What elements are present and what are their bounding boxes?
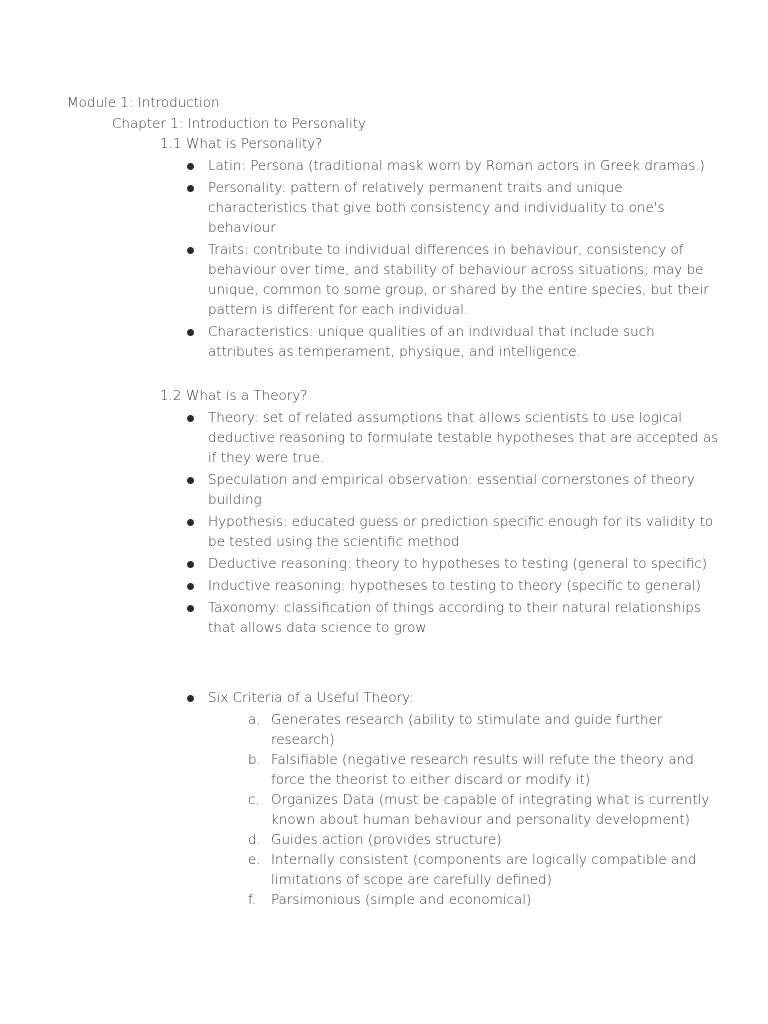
section-title: What is a Theory? xyxy=(186,388,308,404)
criteria-list xyxy=(160,710,720,910)
section-1-2 xyxy=(160,386,720,639)
list-item xyxy=(160,554,720,574)
list-item xyxy=(160,178,720,238)
list-item-text: Speculation and empirical observation: essential cornerstones of theory building xyxy=(208,472,695,508)
list-item xyxy=(160,240,720,320)
list-item-text: Theory: set of related assumptions that allows scientists to use logical deductive reasoning to formulate testable hypotheses that are accepted as if they were true. xyxy=(208,410,719,466)
bullet-icon xyxy=(187,415,194,422)
section-number: 1.1 xyxy=(160,136,182,152)
list-item-text: Personality: pattern of relatively permanent traits and unique characteristics that give both consistency and individuality to one's behaviour xyxy=(208,180,665,236)
criteria-item xyxy=(160,750,720,790)
bullet-icon xyxy=(187,583,194,590)
criteria-letter: e. xyxy=(248,852,261,868)
criteria-item xyxy=(160,890,720,910)
criteria-heading: Six Criteria of a Useful Theory: xyxy=(208,690,414,706)
list-item xyxy=(160,598,720,638)
list-item xyxy=(160,688,720,708)
bullet-icon xyxy=(187,695,194,702)
criteria-text: Organizes Data (must be capable of integrating what is currently known about human behaviour and personality development) xyxy=(271,792,710,828)
bullet-icon xyxy=(187,477,194,484)
list-item-text: Inductive reasoning: hypotheses to testing to theory (specific to general) xyxy=(208,578,701,594)
bullet-icon xyxy=(187,605,194,612)
criteria-text: Generates research (ability to stimulate and guide further research) xyxy=(271,712,663,748)
section-1-1 xyxy=(160,134,720,363)
section-title: What is Personality? xyxy=(186,136,323,152)
list-item-text: Taxonomy: classification of things according to their natural relationships that allows data science to grow xyxy=(208,600,701,636)
criteria-text: Falsifiable (negative research results will refute the theory and force the theorist to either discard or modify it) xyxy=(271,752,694,788)
list-item xyxy=(160,156,720,176)
list-item-text: Traits: contribute to individual differences in behaviour, consistency of behaviour over time, and stability of behaviour across situations; may be unique, common to some group, or shared by the entire species, but their pattern is different for each individual. xyxy=(208,242,709,318)
criteria-text: Internally consistent (components are logically compatible and limitations of scope are carefully defined) xyxy=(271,852,697,888)
list-item xyxy=(160,470,720,510)
module-title: Module 1: Introduction xyxy=(67,95,220,111)
list-item xyxy=(160,322,720,362)
criteria-letter: f. xyxy=(248,892,257,908)
criteria-text: Guides action (provides structure) xyxy=(271,832,502,848)
bullet-icon xyxy=(187,247,194,254)
chapter-title: Chapter 1: Introduction to Personality xyxy=(112,116,367,132)
section-number: 1.2 xyxy=(160,388,182,404)
criteria-letter: d. xyxy=(248,832,261,848)
section-heading xyxy=(160,386,720,406)
list-item xyxy=(160,408,720,468)
bullet-icon xyxy=(187,519,194,526)
criteria-letter: a. xyxy=(248,712,261,728)
criteria-text: Parsimonious (simple and economical) xyxy=(271,892,532,908)
list-item-text: Characteristics: unique qualities of an individual that include such attributes as temperament, physique, and intelligence. xyxy=(208,324,655,360)
criteria-item xyxy=(160,830,720,850)
list-item xyxy=(160,576,720,596)
section-heading xyxy=(160,134,720,154)
bullet-icon xyxy=(187,329,194,336)
criteria-letter: c. xyxy=(248,792,260,808)
criteria-item xyxy=(160,790,720,830)
criteria-section xyxy=(160,688,720,910)
list-item-text: Latin: Persona (traditional mask worn by Roman actors in Greek dramas.) xyxy=(208,158,705,174)
bullet-icon xyxy=(187,185,194,192)
list-item xyxy=(160,512,720,552)
bullet-list xyxy=(160,408,720,638)
list-item-text: Hypothesis: educated guess or prediction specific enough for its validity to be tested using the scientific method xyxy=(208,514,714,550)
list-item-text: Deductive reasoning: theory to hypotheses to testing (general to specific) xyxy=(208,556,708,572)
criteria-item xyxy=(160,850,720,890)
criteria-item xyxy=(160,710,720,750)
bullet-list xyxy=(160,156,720,362)
bullet-icon xyxy=(187,163,194,170)
criteria-letter: b. xyxy=(248,752,261,768)
bullet-icon xyxy=(187,561,194,568)
bullet-list xyxy=(160,688,720,708)
